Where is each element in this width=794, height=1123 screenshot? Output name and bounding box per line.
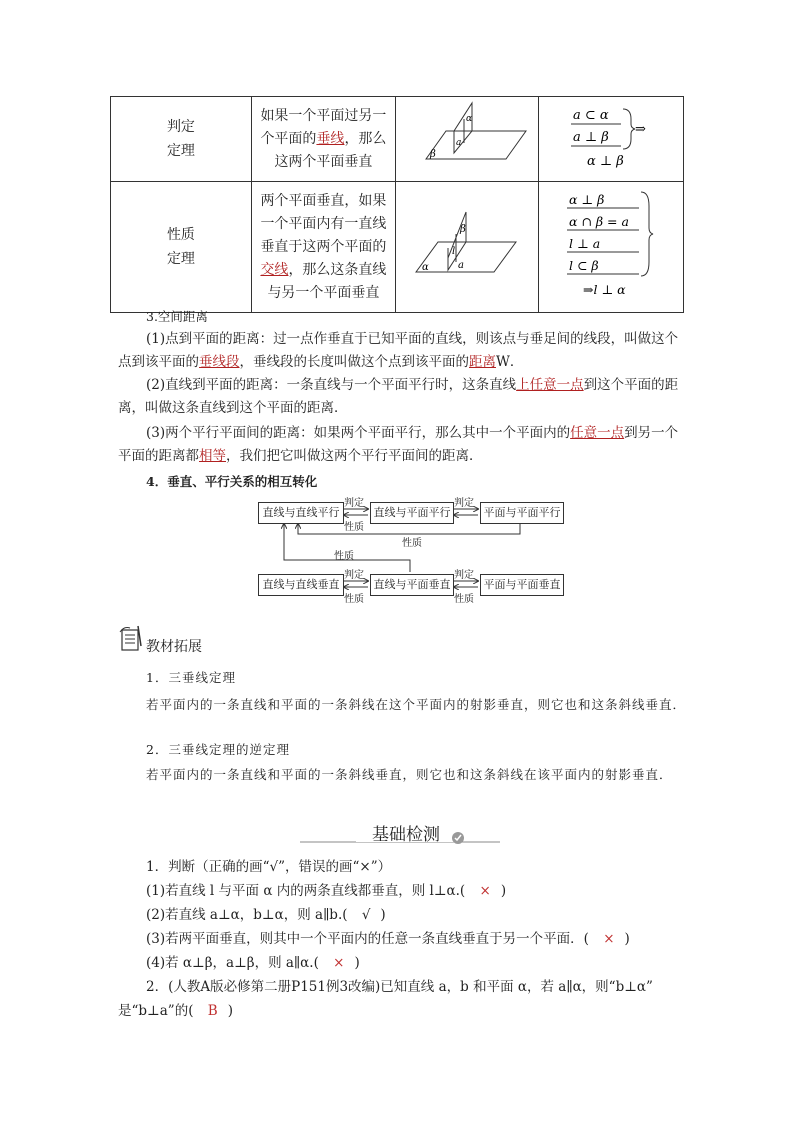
arrow-label: 性质 — [402, 538, 422, 549]
exercise-text: (2)若直线 a⊥α，b⊥α，则 a∥b.( — [146, 907, 348, 923]
theorem-name-cell — [111, 182, 252, 313]
exercise-text: (4)若 α⊥β，a⊥β，则 a∥α.( — [146, 955, 319, 971]
exercise-item — [146, 928, 716, 951]
theorem-name-line: 判定 — [166, 119, 195, 135]
exercise-text: ) — [380, 907, 386, 923]
diagram-box: 直线与直线平行 — [258, 502, 344, 524]
figure-label: α — [421, 262, 429, 273]
symbolic-statement — [539, 97, 683, 177]
exercise-item — [146, 880, 716, 903]
diagram-box: 平面与平面垂直 — [480, 574, 564, 596]
subheading: 2．三垂线定理的逆定理 — [146, 742, 290, 757]
answer-mark: × — [333, 955, 345, 971]
figure-label: β — [459, 224, 466, 235]
paragraph-text: 到另一个平面的距离都 — [118, 425, 679, 464]
arrow-label: 判定 — [454, 498, 474, 509]
theorem-name-cell — [111, 97, 252, 182]
arrow-label: 判定 — [344, 570, 364, 581]
planes-perpendicular-property-figure — [396, 182, 538, 308]
paragraph — [118, 422, 688, 468]
section-title: 4．垂直、平行关系的相互转化 — [146, 474, 318, 489]
theorem-name-line: 性质 — [166, 227, 195, 243]
subheading: 1．三垂线定理 — [146, 670, 236, 685]
paragraph-text: ，垂线段的长度叫做这个点到该平面的 — [239, 354, 469, 370]
exercise-text: ) — [624, 931, 630, 947]
question: 1．判断（正确的画“√”，错误的画“×”） — [146, 859, 392, 875]
extension-header: 教材拓展 — [146, 639, 202, 655]
arrow-label: 判定 — [344, 498, 364, 509]
section-title: 3.空间距离 — [146, 309, 208, 324]
question — [118, 1000, 688, 1023]
figure-label: a — [457, 260, 464, 271]
key-term: 距离 — [469, 354, 496, 370]
exercise-text: (3)若两平面垂直，则其中一个平面内的任意一条直线垂直于另一个平面．( — [146, 931, 589, 947]
exercise-item — [146, 904, 716, 927]
description-text: ，那么这条直线与另一个平面垂直 — [267, 261, 387, 301]
table-row — [111, 182, 684, 313]
key-term: 上任意一点 — [516, 377, 584, 393]
arrow-label: 性质 — [344, 522, 364, 533]
paragraph: 若平面内的一条直线和平面的一条斜线垂直，则它也和这条斜线在该平面内的射影垂直． — [146, 767, 673, 782]
description-text: ，那么这两个平面垂直 — [274, 130, 387, 170]
diagram-box: 直线与直线垂直 — [258, 574, 344, 596]
symbol-line: α ∩ β = a — [568, 214, 629, 229]
symbol-line: ⇒l ⊥ α — [582, 282, 626, 297]
symbolic-statement — [539, 182, 683, 308]
arrow-label: 性质 — [334, 551, 354, 562]
figure-label: l — [451, 246, 456, 257]
exercise-text: (1)若直线 l 与平面 α 内的两条直线都垂直，则 l⊥α.( — [146, 883, 466, 899]
theorem-name-line: 定理 — [166, 251, 195, 267]
symbol-line: α ⊥ β — [586, 154, 624, 169]
arrow-label: 性质 — [454, 594, 474, 605]
paragraph: 若平面内的一条直线和平面的一条斜线在这个平面内的射影垂直，则它也和这条斜线垂直． — [146, 697, 687, 712]
key-term: 任意一点 — [570, 425, 625, 441]
symbol-cell — [538, 182, 683, 313]
exercise-text: ) — [500, 883, 507, 899]
paragraph — [118, 374, 688, 420]
diagram-box: 平面与平面平行 — [480, 502, 564, 524]
theorem-table — [110, 96, 684, 313]
paragraph-text: (3)两个平行平面间的距离：如果两个平面平行，那么其中一个平面内的 — [146, 425, 571, 441]
symbol-line: a ⊂ α — [572, 108, 609, 123]
key-term: 垂线段 — [199, 354, 240, 370]
theorem-name-line: 定理 — [166, 143, 195, 159]
paragraph-text: W． — [496, 354, 524, 370]
symbol-line: α ⊥ β — [568, 192, 605, 207]
symbol-line: l ⊥ a — [568, 236, 601, 251]
theorem-description-cell — [251, 182, 395, 313]
theorem-description-cell — [251, 97, 395, 182]
description-text: 如果一个平面过另一个平面的 — [260, 107, 387, 147]
figure-label: α — [465, 114, 473, 124]
figure-cell — [395, 182, 538, 313]
banner-title: 基础检测 — [372, 825, 440, 845]
diagram-box: 直线与平面平行 — [370, 502, 454, 524]
planes-perpendicular-figure — [396, 97, 538, 177]
symbol-cell — [538, 97, 683, 182]
table-row — [111, 97, 684, 182]
question: 2．(人教A版必修第二册P151例3改编)已知直线 a，b 和平面 α，若 a∥α，则“b⊥α” — [146, 979, 653, 995]
question-text: ) — [227, 1003, 233, 1019]
description-text: 两个平面垂直，如果一个平面内有一直线垂直于这两个平面的 — [260, 192, 387, 255]
figure-label: β — [429, 149, 436, 160]
answer-mark: √ — [361, 907, 371, 923]
diagram-box: 直线与平面垂直 — [370, 574, 454, 596]
relationship-diagram — [258, 494, 568, 605]
question-text: 是“b⊥a”的( — [118, 1003, 194, 1019]
exercise-item — [146, 952, 716, 975]
symbol-line: l ⊂ β — [568, 258, 599, 273]
key-term: 垂线 — [316, 130, 345, 147]
paragraph-text: 到这个平面的距离，叫做这条直线到这个平面的距离． — [118, 377, 679, 416]
key-term: 交线 — [260, 261, 289, 278]
key-term: 相等 — [199, 448, 226, 464]
figure-cell — [395, 97, 538, 182]
arrow-label: 判定 — [454, 570, 474, 581]
figure-label: a — [455, 138, 462, 148]
exercise-text: ) — [354, 955, 360, 971]
paragraph-text: (2)直线到平面的距离：一条直线与一个平面平行时，这条直线 — [146, 377, 517, 393]
paragraph — [118, 328, 688, 374]
answer-mark: B — [207, 1003, 218, 1019]
symbol-line: a ⊥ β — [572, 130, 609, 145]
arrow-label: 性质 — [344, 594, 364, 605]
paragraph-text: ，我们把它叫做这两个平行平面间的距离． — [226, 448, 483, 464]
answer-mark: × — [603, 931, 615, 947]
answer-mark: × — [479, 883, 491, 899]
section-banner — [300, 818, 500, 850]
paragraph-text: (1)点到平面的距离：过一点作垂直于已知平面的直线，则该点与垂足间的线段，叫做这个点到该平面的 — [118, 331, 679, 370]
symbol-line: ⇒ — [634, 122, 646, 137]
book-pen-icon — [118, 624, 144, 654]
